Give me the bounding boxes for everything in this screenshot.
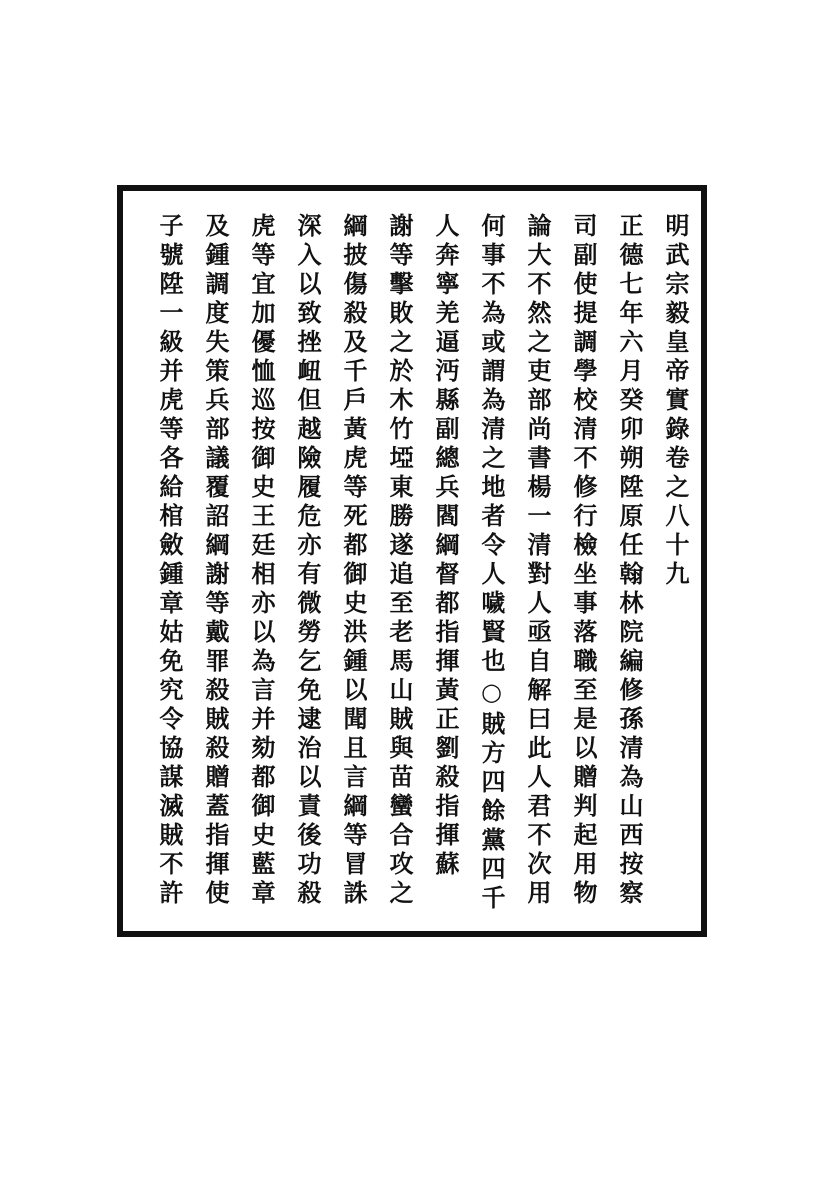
text-column: 何事不為或謂為清之地者令人噦賢也○賊方四餘黨四千 bbox=[477, 213, 506, 914]
text-column: 司副使提調學校清不修行檢坐事落職至是以贈判起用物 bbox=[569, 213, 598, 909]
text-columns bbox=[123, 191, 701, 931]
text-column: 謝等擊敗之於木竹埡東勝遂追至老馬山賊與苗蠻合攻之 bbox=[385, 213, 414, 909]
text-column: 子號陞一級并虎等各給棺斂鍾章姑免究令協謀滅賊不許 bbox=[155, 213, 184, 909]
text-column: 深入以致挫衄但越險履危亦有微勞乞免逮治以責後功殺 bbox=[293, 213, 322, 909]
page-frame bbox=[117, 185, 707, 937]
text-column: 綱披傷殺及千戶黃虎等死都御史洪鍾以聞且言綱等冒誅 bbox=[339, 213, 368, 909]
text-column: 正德七年六月癸卯朔陞原任翰林院編修孫清為山西按察 bbox=[615, 213, 644, 909]
text-column: 論大不然之吏部尚書楊一清對人亟自解曰此人君不次用 bbox=[523, 213, 552, 909]
text-column: 人奔寧羌逼沔縣副總兵閻綱督都指揮黃正劉殺指揮蘇 bbox=[431, 213, 460, 880]
text-column-title: 明武宗毅皇帝實錄卷之八十九 bbox=[661, 213, 690, 590]
text-column: 虎等宜加優恤巡按御史王廷相亦以為言并劾都御史藍章 bbox=[247, 213, 276, 909]
text-column: 及鍾調度失策兵部議覆詔綱謝等戴罪殺賊殺贈蓋指揮使 bbox=[201, 213, 230, 909]
